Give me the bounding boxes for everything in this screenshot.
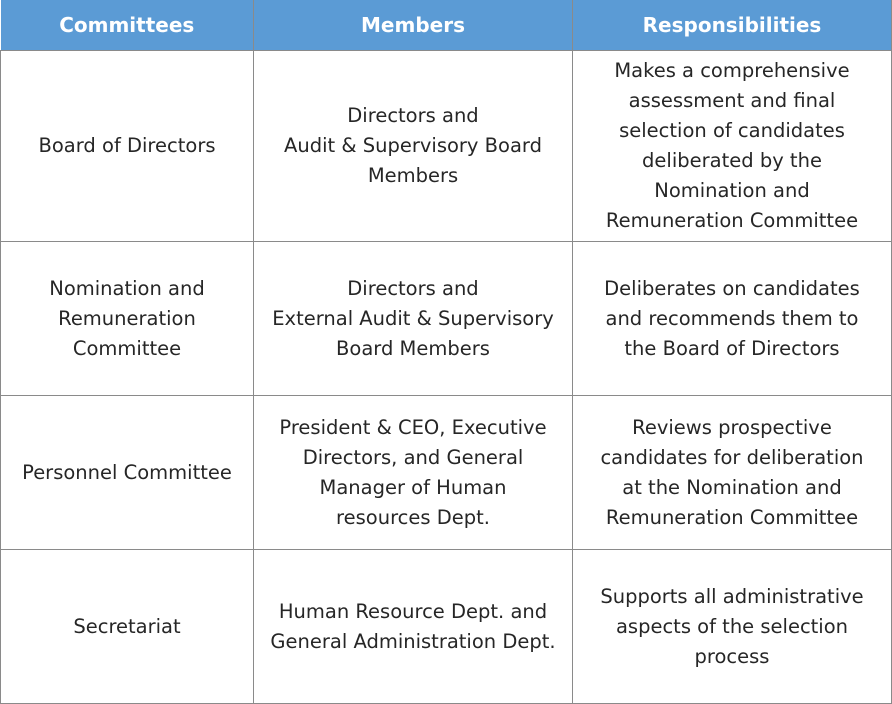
cell-line: External Audit & Supervisory — [272, 306, 554, 330]
cell-line: Members — [367, 164, 459, 187]
cell-line: Manager of Human — [319, 475, 507, 499]
cell-line: Deliberates on candidates — [604, 276, 860, 300]
cell-line: Remuneration Committee — [605, 505, 859, 529]
cell-line: Remuneration Committee — [605, 209, 859, 232]
cell-line: Directors and — [347, 104, 479, 127]
cell-line: Secretariat — [73, 614, 181, 638]
cell-line: candidates for deliberation — [600, 445, 864, 469]
cell-line: aspects of the selection — [615, 614, 849, 638]
cell-line: Directors and — [347, 276, 479, 300]
committee-cell — [1, 51, 254, 242]
table-row — [1, 51, 892, 242]
header-row — [1, 0, 892, 51]
cell-line: the Board of Directors — [624, 336, 840, 360]
cell-line: and recommends them to — [605, 306, 859, 330]
cell-line: at the Nomination and — [622, 475, 842, 499]
cell-line: selection of candidates — [619, 119, 845, 142]
responsibilities-cell — [573, 51, 892, 242]
cell-line: assessment and final — [628, 89, 836, 112]
responsibilities-cell — [573, 396, 892, 550]
cell-line: Makes a comprehensive — [614, 59, 850, 82]
cell-line: deliberated by the — [642, 149, 822, 172]
members-cell — [254, 51, 573, 242]
members-cell — [254, 242, 573, 396]
cell-line: Nomination and — [49, 276, 205, 300]
committee-cell — [1, 396, 254, 550]
members-cell — [254, 550, 573, 704]
header-members: Members — [254, 0, 573, 51]
cell-line: resources Dept. — [336, 505, 490, 529]
committee-cell — [1, 550, 254, 704]
table-row — [1, 396, 892, 550]
responsibilities-cell — [573, 242, 892, 396]
cell-line: Human Resource Dept. and — [278, 599, 548, 623]
committee-cell — [1, 242, 254, 396]
header-committees: Committees — [1, 0, 254, 51]
cell-line: Personnel Committee — [22, 460, 232, 484]
table-row — [1, 242, 892, 396]
header-responsibilities: Responsibilities — [573, 0, 892, 51]
cell-line: Committee — [72, 336, 182, 360]
responsibilities-cell — [573, 550, 892, 704]
members-cell — [254, 396, 573, 550]
cell-line: Reviews prospective — [632, 415, 832, 439]
table-row — [1, 550, 892, 704]
cell-line: Remuneration — [58, 306, 196, 330]
cell-line: Directors, and General — [302, 445, 524, 469]
cell-line: process — [694, 644, 770, 668]
cell-line: Nomination and — [654, 179, 810, 202]
cell-line: General Administration Dept. — [270, 629, 556, 653]
cell-line: President & CEO, Executive — [279, 415, 547, 439]
cell-line: Audit & Supervisory Board — [284, 134, 542, 157]
cell-line: Board of Directors — [38, 134, 216, 157]
cell-line: Board Members — [336, 336, 490, 360]
cell-line: Supports all administrative — [600, 584, 864, 608]
